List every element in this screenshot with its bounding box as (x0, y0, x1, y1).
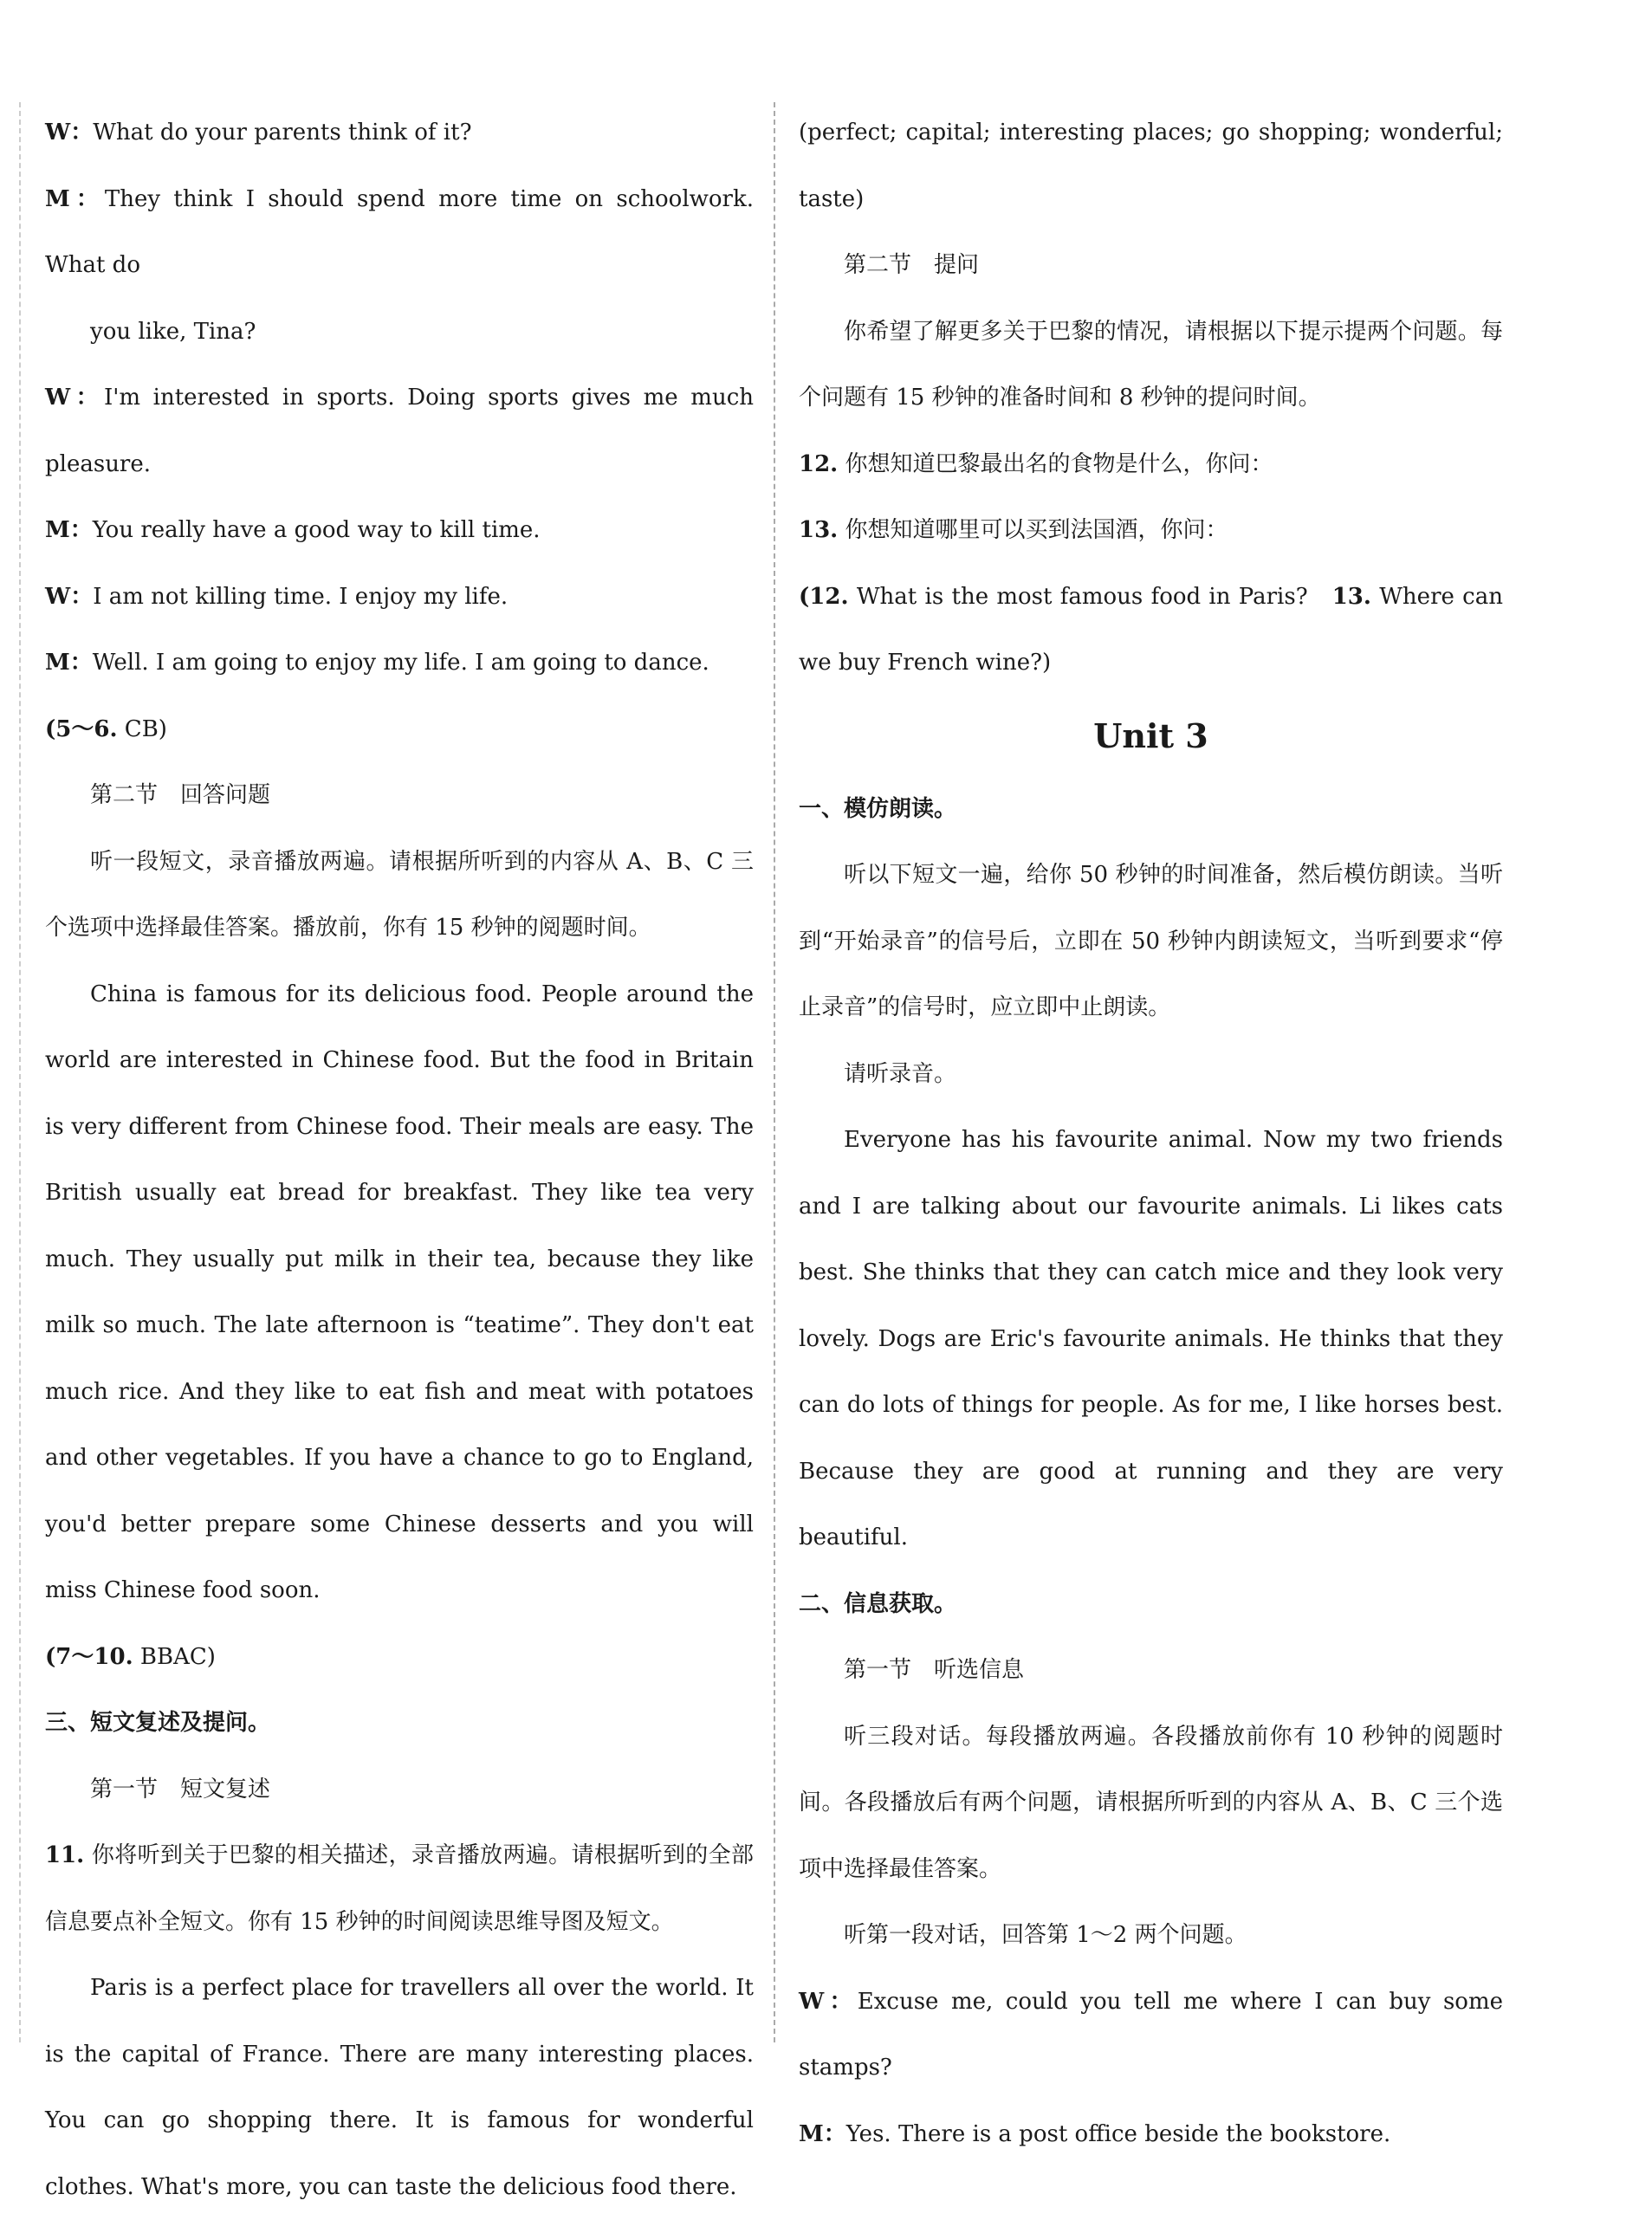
answer-key (45, 1624, 754, 1691)
question-item (799, 497, 1503, 564)
answer-text: BBAC) (133, 1643, 216, 1670)
paragraph-text: 听第一段对话，回答第 1～2 两个问题。 (844, 1922, 1247, 1948)
question-text: 你想知道巴黎最出名的食物是什么，你问： (838, 450, 1273, 477)
right-column (799, 100, 1503, 2167)
answer-number: (12. (799, 583, 849, 610)
dialogue-line (45, 564, 754, 631)
speaker-label: W： (45, 583, 94, 610)
speaker-label: M： (799, 2120, 846, 2147)
paragraph (45, 1757, 754, 1823)
paragraph (799, 100, 1503, 232)
paragraph (45, 762, 754, 829)
paragraph-text: Everyone has his favourite animal. Now my two friends and I are talking about our favourite animals. Li likes cats best. She thinks that they can catch mice and they look very lovely. Dogs are Eric's favourite animals. He thinks that they can do lots of things for people. As for me, I like horses best. Because they are good at running and they are very beautiful. (799, 1127, 1503, 1550)
speaker-label: M： (45, 517, 93, 543)
dialogue-line (799, 1969, 1503, 2101)
answer-text: CB) (117, 715, 167, 742)
paragraph-text: 听三段对话。每段播放两遍。各段播放前你有 10 秒钟的阅题时间。各段播放后有两个问题，请根据所听到的内容从 A、B、C 三个选项中选择最佳答案。 (799, 1723, 1503, 1882)
section-heading: 三、短文复述及提问。 (45, 1710, 271, 1736)
dialogue-line (45, 497, 754, 564)
paragraph (45, 1955, 754, 2220)
paragraph (799, 232, 1503, 299)
dialogue-line (799, 2101, 1503, 2168)
question-number: 11. (45, 1842, 85, 1868)
paragraph (799, 842, 1503, 1041)
answer-range: (7～10. (45, 1643, 133, 1670)
question-text: 你想知道哪里可以买到法国酒，你问： (838, 517, 1228, 543)
dialogue-text: Well. I am going to enjoy my life. I am going to dance. (92, 650, 709, 676)
section-heading: 二、信息获取。 (799, 1590, 957, 1617)
answer-number: 13. (1331, 583, 1371, 610)
paragraph (799, 1041, 1503, 1108)
dialogue-text: You really have a good way to kill time. (92, 517, 541, 543)
paragraph-text: 听一段短文，录音播放两遍。请根据所听到的内容从 A、B、C 三个选项中选择最佳答案。播放前，你有 15 秒钟的阅题时间。 (45, 848, 754, 941)
paragraph-text: 听以下短文一遍，给你 50 秒钟的时间准备，然后模仿朗读。当听到“开始录音”的信号后，立即在 50 秒钟内朗读短文，当听到要求“停止录音”的信号时，应立即中止朗读。 (799, 862, 1503, 1020)
paragraph-text: China is famous for its delicious food. People around the world are interested in Chinese food. But the food in Britain is very different from Chinese food. Their meals are easy. The British usually eat bread for breakfast. They like tea very much. They usually put milk in their tea, because they like milk so much. The late afternoon is “teatime”. They don't eat much rice. And they like to eat fish and meat with potatoes and other vegetables. If you have a chance to go to England, you'd better prepare some Chinese desserts and you will miss Chinese food soon. (45, 981, 754, 1603)
paragraph-text: (perfect; capital; interesting places; go shopping; wonderful; taste) (799, 120, 1503, 212)
dialogue-text: They think I should spend more time on schoolwork. What do (45, 185, 754, 278)
paragraph (799, 1107, 1503, 1571)
paragraph-text: 第一节 短文复述 (90, 1776, 271, 1803)
paragraph (799, 1637, 1503, 1704)
unit-title: Unit 3 (1093, 715, 1208, 755)
question-item (799, 431, 1503, 498)
question-item (45, 1822, 754, 1955)
paragraph-text: 第二节 回答问题 (90, 782, 271, 808)
paragraph (45, 829, 754, 961)
question-number: 12. (799, 450, 839, 477)
dialogue-line (45, 630, 754, 696)
section-heading: 一、模仿朗读。 (799, 795, 957, 822)
speaker-label: M： (45, 185, 105, 212)
answer-text: What is the most famous food in Paris? (848, 583, 1332, 610)
answer-text: Where can we buy French wine?) (799, 583, 1503, 676)
dialogue-text: What do your parents think of it? (93, 120, 472, 146)
paragraph-text: you like, Tina? (90, 318, 256, 345)
speaker-label: W： (45, 120, 94, 146)
paragraph-text: 第一节 听选信息 (844, 1657, 1025, 1683)
paragraph (45, 961, 754, 1624)
paragraph (799, 1902, 1503, 1969)
paragraph (799, 299, 1503, 431)
dialogue-line (45, 100, 754, 166)
paragraph (45, 299, 754, 366)
paragraph-text: Paris is a perfect place for travellers all over the world. It is the capital of France. There are many interesting places. You can go shopping there. It is famous for wonderful clothes. What's more, you can taste the delicious food there. (45, 1975, 754, 2200)
question-number: 13. (799, 517, 839, 543)
binding-edge-line (19, 102, 21, 2042)
answer-key (45, 696, 754, 763)
answer-range: (5～6. (45, 715, 118, 742)
dialogue-text: Excuse me, could you tell me where I can buy some stamps? (799, 1988, 1503, 2081)
left-column (45, 100, 754, 2220)
paragraph-text: 你希望了解更多关于巴黎的情况，请根据以下提示提两个问题。每个问题有 15 秒钟的准备时间和 8 秒钟的提问时间。 (799, 318, 1503, 411)
dialogue-text: I am not killing time. I enjoy my life. (93, 583, 509, 610)
dialogue-line (45, 166, 754, 299)
column-divider (774, 102, 775, 2042)
answer-key (799, 564, 1503, 696)
speaker-label: W： (45, 385, 104, 411)
dialogue-text: I'm interested in sports. Doing sports gives me much pleasure. (45, 385, 755, 477)
question-text: 你将听到关于巴黎的相关描述，录音播放两遍。请根据听到的全部信息要点补全短文。你有 15 秒钟的时间阅读思维导图及短文。 (45, 1842, 754, 1935)
dialogue-text: Yes. There is a post office beside the bookstore. (845, 2120, 1391, 2147)
speaker-label: M： (45, 650, 93, 676)
paragraph (799, 1704, 1503, 1903)
paragraph-text: 请听录音。 (844, 1060, 957, 1087)
paragraph-text: 第二节 提问 (844, 252, 980, 278)
speaker-label: W： (799, 1988, 858, 2015)
dialogue-line (45, 365, 754, 497)
